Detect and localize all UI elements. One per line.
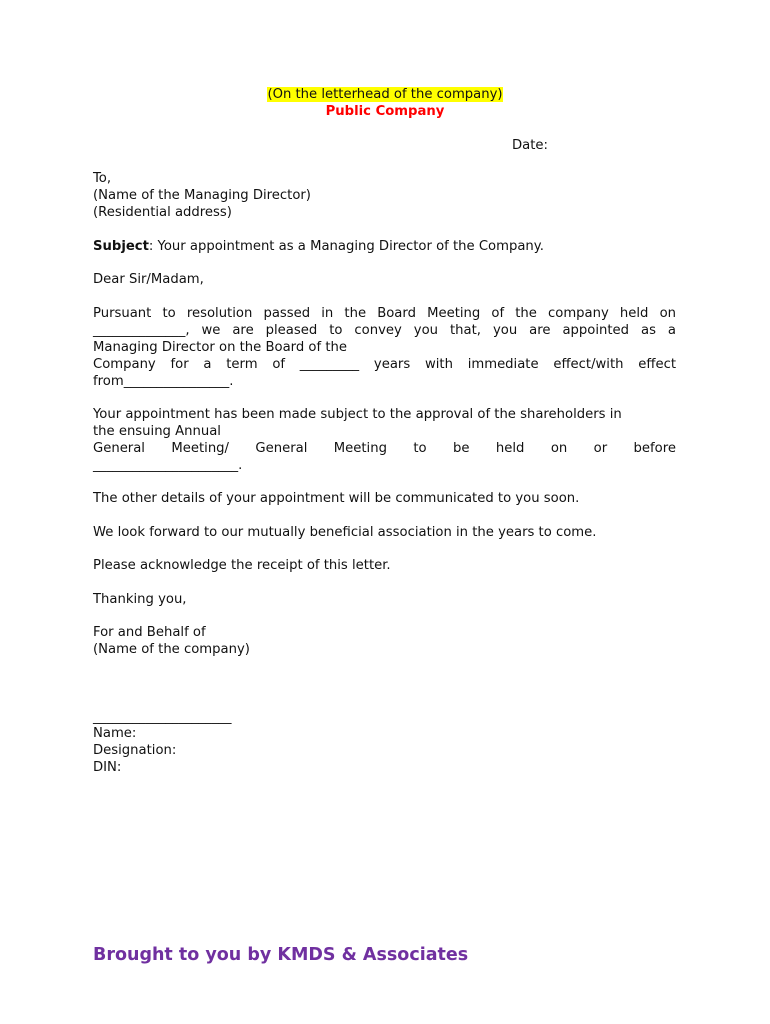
behalf-line: For and Behalf of [93,625,206,640]
paragraph-line: Your appointment has been made subject to the approval of the shareholders in [93,407,622,422]
closing: Thanking you, [93,592,187,607]
salutation: Dear Sir/Madam, [93,272,204,287]
footer-credit: Brought to you by KMDS & Associates [93,945,469,965]
paragraph-line: Managing Director on the Board of the [93,340,347,355]
signatory-designation-label: Designation: [93,743,177,758]
paragraph-details: The other details of your appointment will be communicated to you soon. [93,491,580,506]
subject-line [93,238,544,255]
date-label: Date: [512,138,548,153]
paragraph-line: from________________. [93,374,234,389]
signature-line: _____________________ [93,710,232,725]
paragraph-line: General Meeting/ General Meeting to be held on or before [93,441,676,456]
addressee-name: (Name of the Managing Director) [93,188,311,203]
company-name-placeholder: (Name of the company) [93,642,250,657]
paragraph-line: ______________________. [93,458,243,473]
signatory-name-label: Name: [93,726,137,741]
to-label: To, [93,171,112,186]
paragraph-line: Company for a term of _________ years with immediate effect/with effect [93,357,676,372]
paragraph-line: the ensuing Annual [93,424,221,439]
signatory-din-label: DIN: [93,760,122,775]
subject-label: Subject [93,239,149,254]
paragraph-meeting [93,440,676,457]
paragraph-line: ______________, we are pleased to convey you that, you are appointed as a [93,323,676,338]
paragraph-term [93,356,676,373]
company-type-heading: Public Company [325,104,445,119]
paragraph-line: Pursuant to resolution passed in the Board Meeting of the company held on [93,306,676,321]
subject-text: : Your appointment as a Managing Director of the Company. [148,239,544,254]
paragraph-association: We look forward to our mutually beneficial association in the years to come. [93,525,597,540]
letterhead-note: (On the letterhead of the company) [267,87,503,102]
paragraph-acknowledge: Please acknowledge the receipt of this letter. [93,558,391,573]
paragraph-resolution [93,305,676,339]
addressee-address: (Residential address) [93,205,232,220]
